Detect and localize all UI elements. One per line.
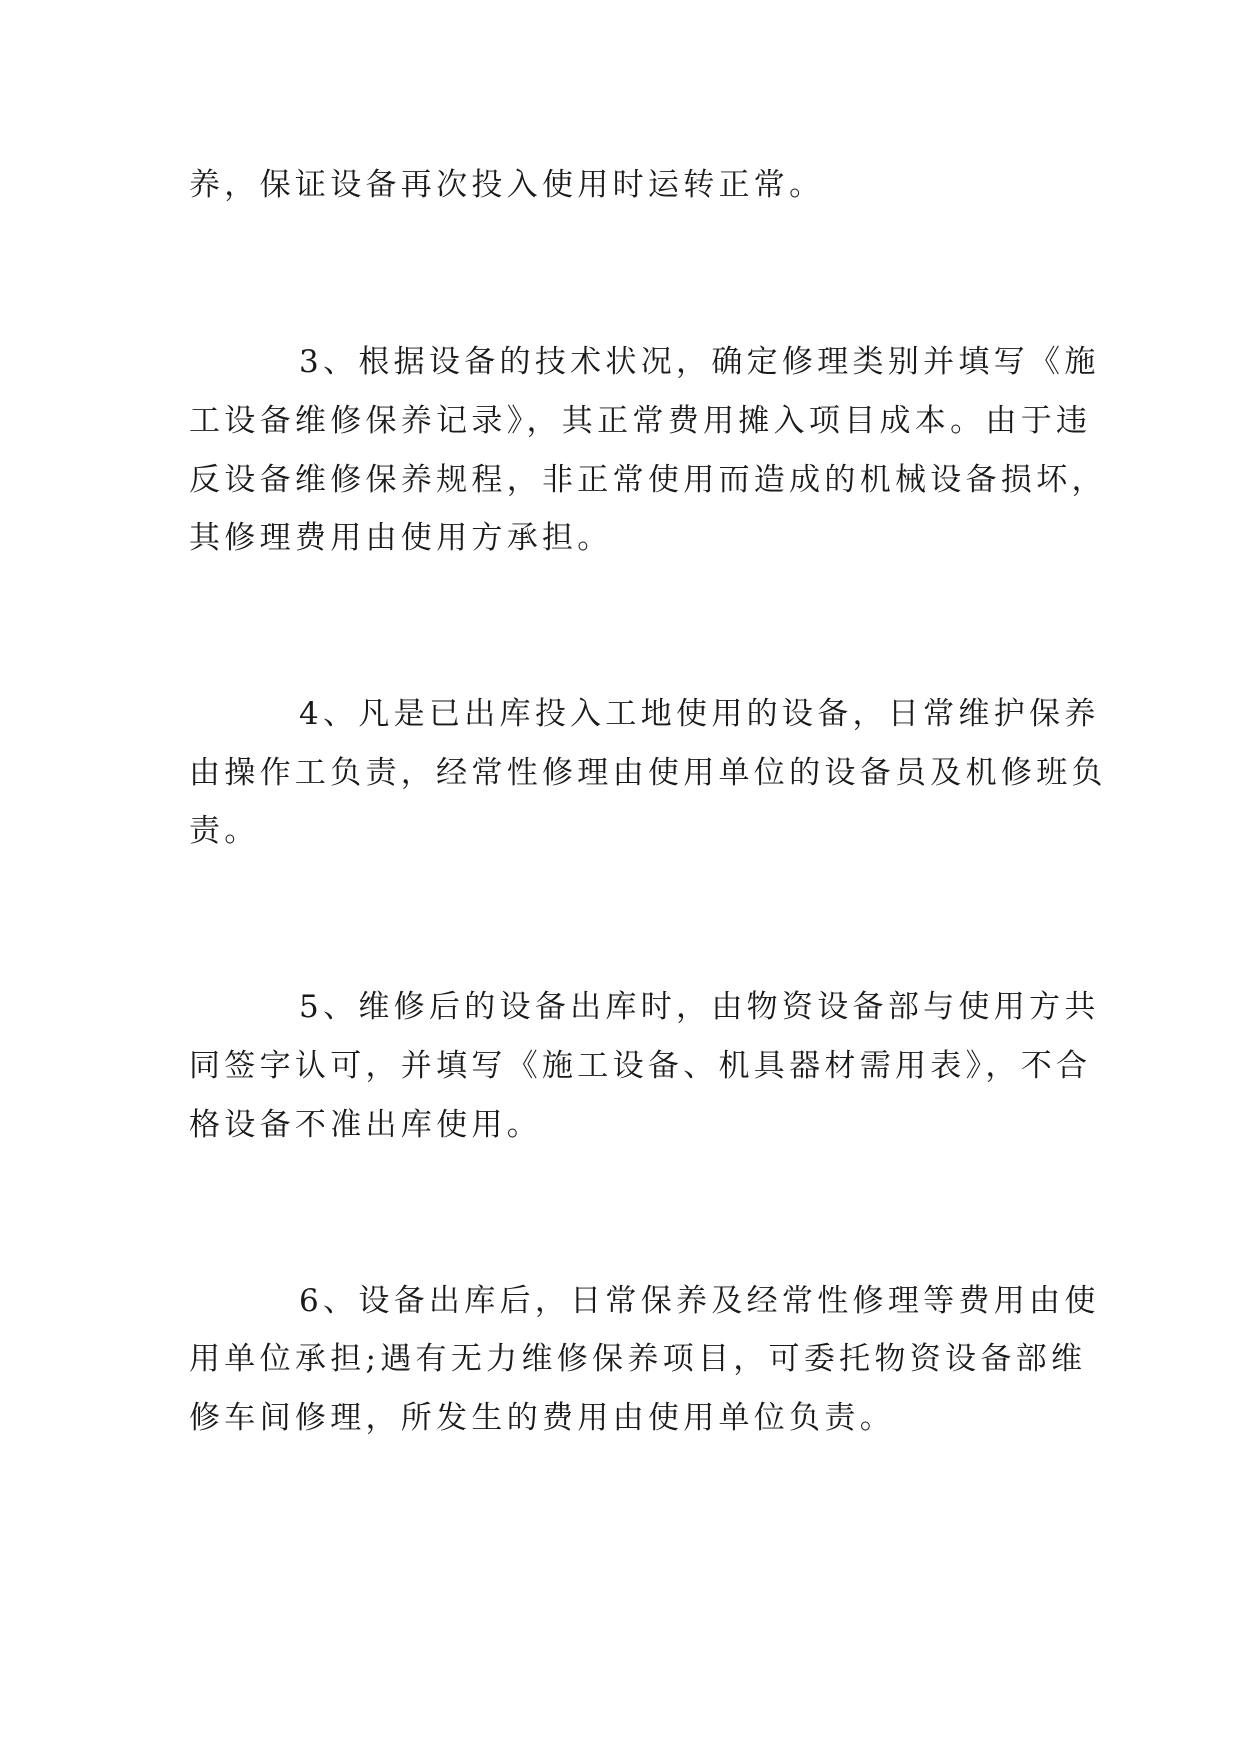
- paragraph-line: 反设备维修保养规程，非正常使用而造成的机械设备损坏，: [189, 462, 1107, 498]
- paragraph-line: 养，保证设备再次投入使用时运转正常。: [189, 167, 825, 203]
- paragraph-line: 用单位承担;遇有无力维修保养项目，可委托物资设备部维: [189, 1341, 1087, 1377]
- paragraph-line: 其修理费用由使用方承担。: [189, 520, 613, 556]
- paragraph-line: 格设备不准出库使用。: [189, 1107, 542, 1143]
- paragraph-line: 修车间修理，所发生的费用由使用单位负责。: [189, 1400, 895, 1436]
- paragraph-line: 责。: [189, 813, 260, 849]
- paragraph-line: 工设备维修保养记录》，其正常费用摊入项目成本。由于违: [189, 403, 1092, 439]
- paragraph-line: 3、根据设备的技术状况，确定修理类别并填写《施: [299, 344, 1100, 380]
- paragraph-line: 6、设备出库后，日常保养及经常性修理等费用由使: [299, 1283, 1100, 1319]
- paragraph-line: 同签字认可，并填写《施工设备、机具器材需用表》，不合: [189, 1048, 1092, 1084]
- paragraph-line: 4、凡是已出库投入工地使用的设备，日常维护保养: [299, 696, 1100, 732]
- paragraph-line: 5、维修后的设备出库时，由物资设备部与使用方共: [299, 989, 1100, 1025]
- paragraph-line: 由操作工负责，经常性修理由使用单位的设备员及机修班负: [189, 755, 1107, 791]
